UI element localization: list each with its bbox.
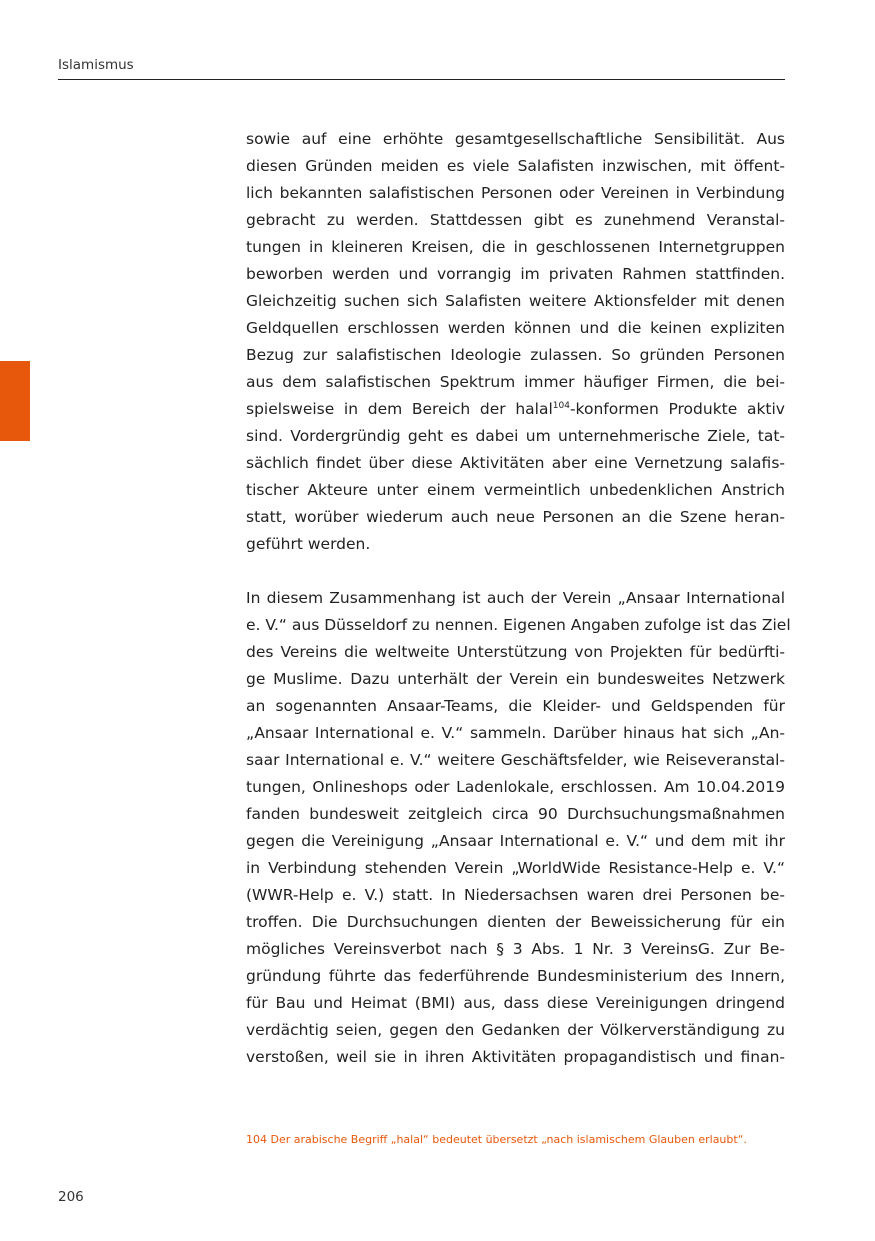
text-line: fanden bundesweit zeitgleich circa 90 Durchsuchungsmaßnahmen	[246, 805, 785, 823]
text-line: aus dem salafistischen Spektrum immer häufiger Firmen, die bei-	[246, 373, 785, 391]
text-segment: -konformen Produkte aktiv	[569, 400, 785, 418]
text-line: saar International e. V.“ weitere Geschäftsfelder, wie Reiseveranstal-	[246, 751, 785, 769]
chapter-tab-marker	[0, 361, 30, 441]
text-line: lich bekannten salafistischen Personen oder Vereinen in Verbindung	[246, 184, 785, 202]
text-line: Bezug zur salafistischen Ideologie zulassen. So gründen Personen	[246, 346, 785, 364]
header-rule	[58, 79, 785, 80]
text-line: In diesem Zusammenhang ist auch der Verein „Ansaar International	[246, 589, 785, 607]
footnote-reference[interactable]: 104	[552, 400, 570, 411]
text-line: gründung führte das federführende Bundesministerium des Innern,	[246, 967, 785, 985]
text-line: e. V.“ aus Düsseldorf zu nennen. Eigenen Angaben zufolge ist das Ziel	[246, 616, 791, 634]
text-segment: spielsweise in dem Bereich der halal	[246, 400, 553, 418]
text-line: sowie auf eine erhöhte gesamtgesellschaftliche Sensibilität. Aus	[246, 130, 785, 148]
text-line: des Vereins die weltweite Unterstützung von Projekten für bedürfti-	[246, 643, 785, 661]
text-line: mögliches Vereinsverbot nach § 3 Abs. 1 Nr. 3 VereinsG. Zur Be-	[246, 940, 785, 958]
running-head: Islamismus	[58, 57, 134, 73]
text-line-with-footnote-ref	[246, 396, 785, 423]
text-line: in Verbindung stehenden Verein „WorldWide Resistance-Help e. V.“	[246, 859, 785, 877]
text-line: „Ansaar International e. V.“ sammeln. Darüber hinaus hat sich „An-	[246, 724, 785, 742]
text-line: für Bau und Heimat (BMI) aus, dass diese Vereinigungen dringend	[246, 994, 785, 1012]
text-line: sächlich findet über diese Aktivitäten aber eine Vernetzung salafis-	[246, 454, 785, 472]
text-line: gebracht zu werden. Stattdessen gibt es zunehmend Veranstal-	[246, 211, 785, 229]
text-line: Gleichzeitig suchen sich Salafisten weitere Aktionsfelder mit denen	[246, 292, 785, 310]
text-line: sind. Vordergründig geht es dabei um unternehmerische Ziele, tat-	[246, 427, 785, 445]
text-line: verstoßen, weil sie in ihren Aktivitäten propagandistisch und finan-	[246, 1048, 785, 1066]
text-line: tungen in kleineren Kreisen, die in geschlossenen Internetgruppen	[246, 238, 785, 256]
body-text	[246, 126, 791, 1071]
footnote: 104 Der arabische Begriff „halal“ bedeutet übersetzt „nach islamischem Glauben erlaubt“.	[246, 1133, 747, 1146]
text-line: verdächtig seien, gegen den Gedanken der Völkerverständigung zu	[246, 1021, 785, 1039]
text-line: (WWR-Help e. V.) statt. In Niedersachsen waren drei Personen be-	[246, 886, 785, 904]
text-line: geführt werden.	[246, 535, 371, 553]
page-number: 206	[58, 1189, 84, 1205]
text-line: Geldquellen erschlossen werden können und die keinen expliziten	[246, 319, 785, 337]
text-line: statt, worüber wiederum auch neue Personen an die Szene heran-	[246, 508, 785, 526]
text-line: gegen die Vereinigung „Ansaar International e. V.“ und dem mit ihr	[246, 832, 785, 850]
text-line: an sogenannten Ansaar-Teams, die Kleider- und Geldspenden für	[246, 697, 785, 715]
text-line: beworben werden und vorrangig im privaten Rahmen stattfinden.	[246, 265, 785, 283]
text-line: troffen. Die Durchsuchungen dienten der Beweissicherung für ein	[246, 913, 785, 931]
text-line: tischer Akteure unter einem vermeintlich unbedenklichen Anstrich	[246, 481, 785, 499]
text-line: ge Muslime. Dazu unterhält der Verein ein bundesweites Netzwerk	[246, 670, 785, 688]
text-line: tungen, Onlineshops oder Ladenlokale, erschlossen. Am 10.04.2019	[246, 778, 785, 796]
text-line: diesen Gründen meiden es viele Salafisten inzwischen, mit öffent-	[246, 157, 785, 175]
paragraph-gap	[246, 558, 785, 585]
